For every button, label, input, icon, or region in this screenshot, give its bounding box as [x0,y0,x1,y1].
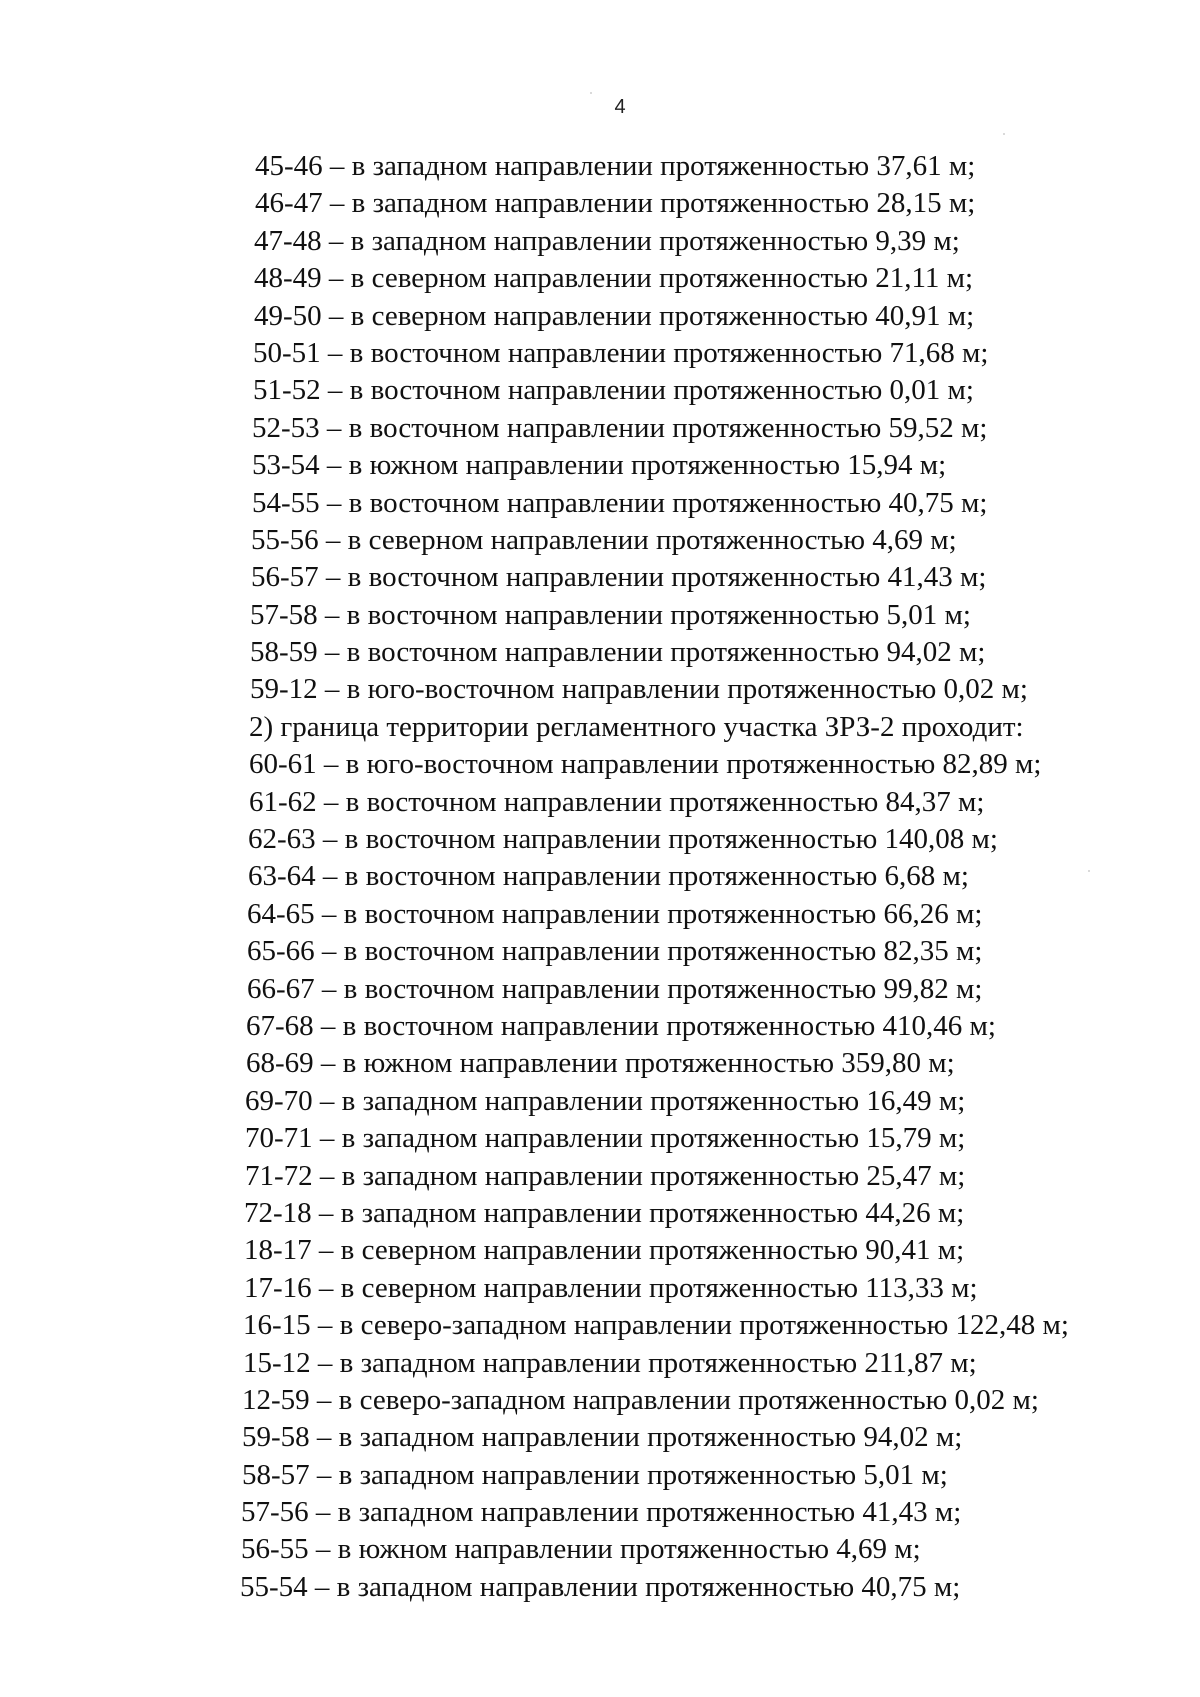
list-item: 63-64 – в восточном направлении протяженностью 6,68 м; [248,860,969,893]
list-item: 17-16 – в северном направлении протяженностью 113,33 м; [244,1271,978,1304]
list-item: 70-71 – в западном направлении протяженностью 15,79 м; [245,1122,966,1155]
list-item: 59-12 – в юго-восточном направлении протяженностью 0,02 м; [250,673,1028,706]
scan-speck [1088,870,1090,872]
list-item: 45-46 – в западном направлении протяженностью 37,61 м; [255,150,976,182]
section-heading: 2) граница территории регламентного участка ЗРЗ-2 проходит: [249,710,1024,743]
list-item: 55-56 – в северном направлении протяженностью 4,69 м; [251,523,957,556]
list-item: 58-57 – в западном направлении протяженностью 5,01 м; [242,1458,948,1491]
list-item: 64-65 – в восточном направлении протяженностью 66,26 м; [247,897,983,930]
list-item: 61-62 – в восточном направлении протяженностью 84,37 м; [249,785,985,818]
list-item: 18-17 – в северном направлении протяженностью 90,41 м; [244,1234,965,1267]
list-item: 12-59 – в северо-западном направлении протяженностью 0,02 м; [242,1383,1039,1416]
list-item: 46-47 – в западном направлении протяженностью 28,15 м; [255,187,976,220]
page-number: 4 [614,96,626,118]
list-item: 68-69 – в южном направлении протяженностью 359,80 м; [246,1047,955,1080]
list-item: 51-52 – в восточном направлении протяженностью 0,01 м; [253,374,974,407]
list-item: 72-18 – в западном направлении протяженностью 44,26 м; [244,1196,965,1229]
list-item: 53-54 – в южном направлении протяженностью 15,94 м; [252,449,947,482]
list-item: 52-53 – в восточном направлении протяженностью 59,52 м; [252,411,988,444]
list-item: 49-50 – в северном направлении протяженностью 40,91 м; [254,299,975,332]
list-item: 57-56 – в западном направлении протяженностью 41,43 м; [241,1496,962,1529]
list-item: 62-63 – в восточном направлении протяженностью 140,08 м; [248,823,998,856]
boundary-description-list [240,148,1152,1606]
list-item: 56-55 – в южном направлении протяженностью 4,69 м; [241,1533,921,1566]
list-item: 16-15 – в северо-западном направлении протяженностью 122,48 м; [243,1309,1069,1342]
list-item: 71-72 – в западном направлении протяженностью 25,47 м; [245,1159,966,1192]
list-item: 55-54 – в западном направлении протяженностью 40,75 м; [240,1570,961,1603]
list-item: 59-58 – в западном направлении протяженностью 94,02 м; [242,1421,963,1454]
list-item: 69-70 – в западном направлении протяженностью 16,49 м; [245,1084,966,1117]
list-item: 56-57 – в восточном направлении протяженностью 41,43 м; [251,561,987,594]
list-item: 57-58 – в восточном направлении протяженностью 5,01 м; [250,598,971,631]
list-item: 65-66 – в восточном направлении протяженностью 82,35 м; [247,935,983,968]
list-item: 54-55 – в восточном направлении протяженностью 40,75 м; [252,486,988,519]
list-item: 15-12 – в западном направлении протяженностью 211,87 м; [243,1346,977,1379]
list-item: 50-51 – в восточном направлении протяженностью 71,68 м; [253,336,989,369]
scan-speck [590,92,592,94]
list-item: 66-67 – в восточном направлении протяженностью 99,82 м; [247,972,983,1005]
scan-speck [1003,133,1005,135]
list-item: 58-59 – в восточном направлении протяженностью 94,02 м; [250,636,986,669]
list-item: 67-68 – в восточном направлении протяженностью 410,46 м; [246,1009,996,1042]
list-item: 60-61 – в юго-восточном направлении протяженностью 82,89 м; [249,748,1042,781]
list-item: 47-48 – в западном направлении протяженностью 9,39 м; [254,224,960,257]
list-item: 48-49 – в северном направлении протяженностью 21,11 м; [254,262,974,295]
